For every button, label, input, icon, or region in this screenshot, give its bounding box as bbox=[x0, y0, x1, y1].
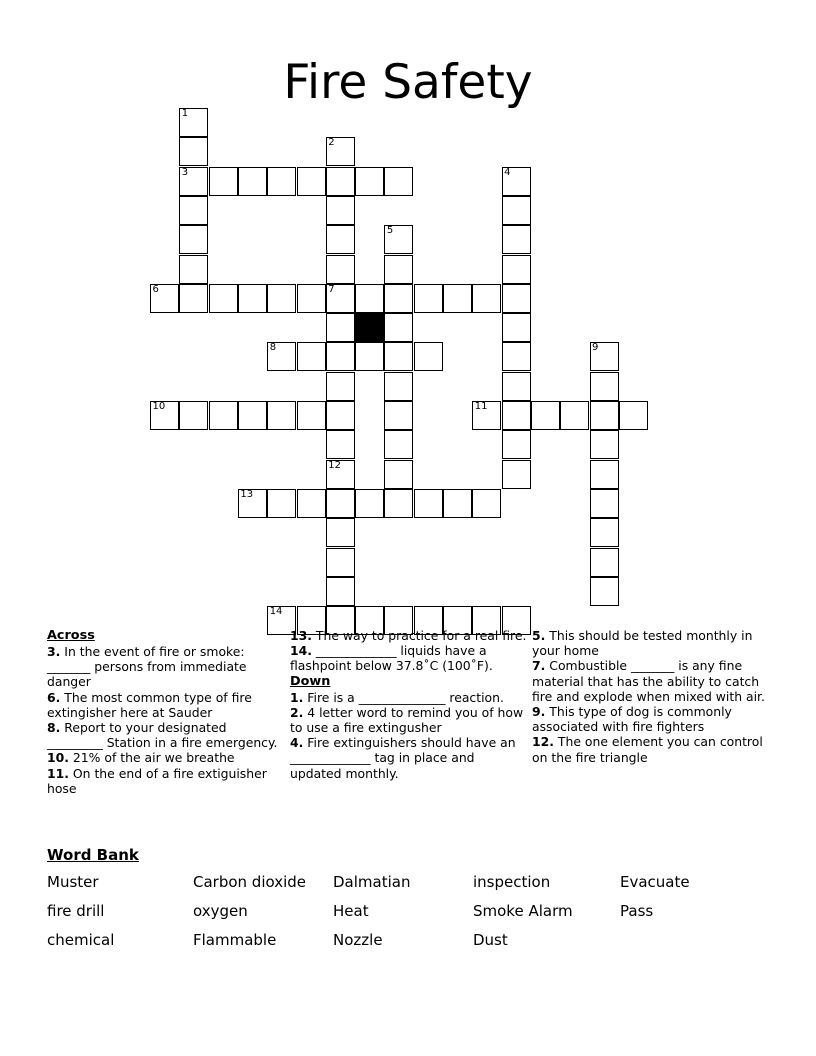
clue-text: This type of dog is commonly associated with fire fighters bbox=[532, 704, 732, 735]
grid-cell[interactable] bbox=[502, 284, 531, 313]
grid-cell[interactable] bbox=[414, 342, 443, 371]
grid-cell[interactable] bbox=[590, 460, 619, 489]
grid-cell[interactable] bbox=[590, 489, 619, 518]
clue-down-12 bbox=[532, 734, 769, 764]
clue-across-6 bbox=[47, 690, 279, 720]
clue-number: 14. bbox=[290, 643, 312, 659]
grid-cell[interactable] bbox=[267, 342, 296, 371]
clue-number: 5. bbox=[532, 628, 546, 643]
grid-cell[interactable] bbox=[326, 255, 355, 284]
grid-cell[interactable] bbox=[355, 489, 384, 518]
clue-down-2 bbox=[290, 705, 528, 735]
word-bank-section bbox=[47, 845, 769, 959]
grid-cell[interactable] bbox=[326, 225, 355, 254]
grid-cell[interactable] bbox=[326, 577, 355, 606]
grid-cell[interactable] bbox=[326, 284, 355, 313]
word-bank-word[interactable]: Flammable bbox=[193, 931, 277, 949]
clue-number: 8. bbox=[47, 720, 61, 736]
clue-text: On the end of a fire extiguisher hose bbox=[47, 765, 267, 796]
clue-text: The one element you can control on the fire triangle bbox=[532, 734, 763, 765]
grid-cell[interactable] bbox=[384, 342, 413, 371]
grid-cell[interactable] bbox=[238, 489, 267, 518]
clue-text: This should be tested monthly in your home bbox=[532, 628, 753, 659]
word-bank-word[interactable]: Heat bbox=[333, 902, 369, 920]
grid-cell[interactable] bbox=[502, 372, 531, 401]
grid-cell[interactable] bbox=[238, 167, 267, 196]
grid-cell[interactable] bbox=[443, 284, 472, 313]
word-bank-word[interactable]: fire drill bbox=[47, 902, 105, 920]
grid-cell[interactable] bbox=[355, 167, 384, 196]
clue-text: Report to your designated _________ Station in a fire emergency. bbox=[47, 720, 278, 751]
clue-text: The way to practice for a real fire. bbox=[315, 628, 527, 643]
grid-cell-number: 3 bbox=[181, 166, 189, 178]
clue-number: 11. bbox=[47, 765, 69, 781]
clues-column-1 bbox=[47, 628, 279, 796]
grid-cell[interactable] bbox=[472, 284, 501, 313]
clue-text: _____________ liquids have a flashpoint below 37.8˚C (100˚F). bbox=[290, 643, 493, 674]
grid-cell[interactable] bbox=[326, 137, 355, 166]
grid-cell[interactable] bbox=[209, 167, 238, 196]
grid-cell[interactable] bbox=[297, 342, 326, 371]
grid-cell[interactable] bbox=[590, 401, 619, 430]
clue-text: 4 letter word to remind you of how to use a fire extingusher bbox=[290, 704, 524, 736]
grid-cell[interactable] bbox=[590, 430, 619, 459]
grid-cell[interactable] bbox=[384, 225, 413, 254]
grid-cell-number: 6 bbox=[152, 283, 159, 295]
down-heading: Down bbox=[290, 673, 331, 689]
grid-cell[interactable] bbox=[414, 284, 443, 313]
clue-number: 7. bbox=[532, 658, 546, 674]
word-bank-word[interactable]: Pass bbox=[620, 902, 654, 920]
grid-cell[interactable] bbox=[326, 548, 355, 577]
grid-cell[interactable] bbox=[619, 401, 648, 430]
clue-across-8 bbox=[47, 720, 279, 750]
grid-cell-number: 5 bbox=[386, 225, 394, 237]
grid-cell[interactable] bbox=[179, 401, 208, 430]
grid-cell[interactable] bbox=[326, 460, 355, 489]
grid-cell[interactable] bbox=[502, 430, 531, 459]
grid-cell[interactable] bbox=[384, 284, 413, 313]
word-bank-word[interactable]: Dalmatian bbox=[333, 873, 411, 891]
page-title: Fire Safety bbox=[283, 55, 533, 111]
grid-cell[interactable] bbox=[326, 196, 355, 225]
grid-cell-number: 9 bbox=[592, 342, 599, 354]
word-bank-row bbox=[47, 901, 769, 930]
word-bank-row bbox=[47, 930, 769, 959]
clues-column-2 bbox=[290, 628, 528, 781]
grid-cell[interactable] bbox=[209, 401, 238, 430]
grid-cell[interactable] bbox=[326, 313, 355, 342]
grid-cell[interactable] bbox=[590, 518, 619, 547]
grid-cell[interactable] bbox=[267, 284, 296, 313]
grid-cell[interactable] bbox=[384, 401, 413, 430]
grid-cell[interactable] bbox=[414, 489, 443, 518]
grid-cell[interactable] bbox=[502, 401, 531, 430]
word-bank-word[interactable]: Evacuate bbox=[620, 873, 690, 891]
word-bank-word[interactable]: Muster bbox=[47, 873, 99, 891]
grid-cell[interactable] bbox=[502, 225, 531, 254]
grid-cell[interactable] bbox=[238, 401, 267, 430]
clue-text: Combustible _______ is any fine material that has the ability to catch fire and explode when mixed with air. bbox=[532, 658, 765, 704]
grid-cell[interactable] bbox=[326, 518, 355, 547]
clue-number: 12. bbox=[532, 734, 554, 750]
word-bank-word[interactable]: Nozzle bbox=[333, 931, 383, 949]
word-bank-rows bbox=[47, 872, 769, 959]
grid-cell[interactable] bbox=[326, 342, 355, 371]
grid-block-cell bbox=[355, 313, 384, 342]
grid-cell-number: 11 bbox=[474, 401, 488, 412]
grid-cell[interactable] bbox=[590, 548, 619, 577]
grid-cell[interactable] bbox=[267, 401, 296, 430]
grid-cell[interactable] bbox=[472, 401, 501, 430]
grid-cell[interactable] bbox=[355, 284, 384, 313]
grid-cell[interactable] bbox=[355, 342, 384, 371]
word-bank-word[interactable]: oxygen bbox=[193, 902, 248, 920]
clue-down-1 bbox=[290, 690, 528, 705]
clue-text: Fire is a ______________ reaction. bbox=[307, 689, 504, 705]
clues-section bbox=[47, 628, 769, 833]
grid-cell[interactable] bbox=[209, 284, 238, 313]
grid-cell[interactable] bbox=[590, 372, 619, 401]
grid-cell-number: 4 bbox=[504, 166, 511, 178]
grid-cell-number: 14 bbox=[269, 606, 283, 618]
grid-cell[interactable] bbox=[326, 167, 355, 196]
grid-cell[interactable] bbox=[502, 460, 531, 489]
grid-cell[interactable] bbox=[502, 313, 531, 342]
grid-cell[interactable] bbox=[384, 255, 413, 284]
clue-down-9 bbox=[532, 704, 769, 734]
grid-cell-number: 13 bbox=[240, 488, 254, 500]
grid-cell[interactable] bbox=[267, 489, 296, 518]
grid-cell[interactable] bbox=[297, 284, 326, 313]
grid-cell-number: 1 bbox=[181, 108, 189, 119]
grid-cell[interactable] bbox=[326, 489, 355, 518]
clue-down-5 bbox=[532, 628, 769, 658]
clue-down-7 bbox=[532, 658, 769, 704]
grid-cell[interactable] bbox=[384, 167, 413, 196]
grid-cell[interactable] bbox=[384, 372, 413, 401]
word-bank-word[interactable]: Carbon dioxide bbox=[193, 873, 307, 891]
grid-cell-number: 2 bbox=[328, 137, 335, 149]
grid-cell[interactable] bbox=[590, 342, 619, 371]
word-bank-word[interactable]: Smoke Alarm bbox=[473, 902, 573, 920]
grid-cell[interactable] bbox=[179, 225, 208, 254]
grid-cell[interactable] bbox=[297, 401, 326, 430]
grid-cell[interactable] bbox=[179, 137, 208, 166]
grid-cell[interactable] bbox=[326, 372, 355, 401]
clue-text: Fire extinguishers should have an _____________ tag in place and updated monthly. bbox=[290, 735, 516, 781]
clue-down-4 bbox=[290, 735, 528, 781]
grid-cell[interactable] bbox=[297, 489, 326, 518]
grid-cell[interactable] bbox=[472, 489, 501, 518]
clue-number: 10. bbox=[47, 750, 69, 766]
grid-cell-number: 7 bbox=[328, 283, 335, 295]
grid-cell[interactable] bbox=[179, 196, 208, 225]
word-bank-heading: Word Bank bbox=[47, 846, 139, 864]
grid-cell[interactable] bbox=[502, 196, 531, 225]
clue-number: 9. bbox=[532, 704, 546, 720]
grid-cell[interactable] bbox=[179, 284, 208, 313]
grid-cell[interactable] bbox=[326, 401, 355, 430]
grid-cell[interactable] bbox=[326, 430, 355, 459]
grid-cell[interactable] bbox=[443, 489, 472, 518]
grid-cell[interactable] bbox=[384, 460, 413, 489]
grid-cell[interactable] bbox=[179, 167, 208, 196]
grid-cell[interactable] bbox=[560, 401, 589, 430]
grid-cell[interactable] bbox=[384, 430, 413, 459]
clue-across-13 bbox=[290, 628, 528, 643]
clue-number: 2. bbox=[290, 704, 304, 720]
clue-across-10 bbox=[47, 750, 279, 765]
word-bank-row bbox=[47, 872, 769, 901]
clues-column-3 bbox=[532, 628, 769, 765]
grid-cell[interactable] bbox=[150, 401, 179, 430]
clue-number: 4. bbox=[290, 735, 304, 751]
clue-text: The most common type of fire extingisher here at Sauder bbox=[47, 689, 252, 720]
grid-cell[interactable] bbox=[502, 167, 531, 196]
clue-number: 6. bbox=[47, 689, 61, 705]
grid-cell-number: 10 bbox=[152, 401, 166, 412]
clue-across-3 bbox=[47, 644, 279, 690]
clue-across-11 bbox=[47, 766, 279, 796]
clue-across-14 bbox=[290, 643, 528, 673]
grid-cell[interactable] bbox=[179, 108, 208, 137]
grid-cell-number: 8 bbox=[269, 342, 277, 354]
grid-cell[interactable] bbox=[267, 167, 296, 196]
grid-cell[interactable] bbox=[297, 167, 326, 196]
clue-text: 21% of the air we breathe bbox=[72, 750, 235, 766]
across-heading: Across bbox=[47, 628, 95, 643]
clue-text: In the event of fire or smoke: _______ persons from immediate danger bbox=[47, 644, 247, 690]
grid-cell[interactable] bbox=[531, 401, 560, 430]
clue-number: 13. bbox=[290, 628, 312, 643]
grid-cell[interactable] bbox=[502, 342, 531, 371]
grid-cell[interactable] bbox=[179, 255, 208, 284]
grid-cell[interactable] bbox=[384, 313, 413, 342]
clue-number: 3. bbox=[47, 644, 61, 659]
grid-cell[interactable] bbox=[238, 284, 267, 313]
clue-number: 1. bbox=[290, 689, 304, 705]
word-bank-word[interactable]: inspection bbox=[473, 873, 551, 891]
word-bank-word[interactable]: Dust bbox=[473, 931, 508, 949]
grid-cell[interactable] bbox=[502, 255, 531, 284]
word-bank-word[interactable]: chemical bbox=[47, 931, 115, 949]
grid-cell[interactable] bbox=[150, 284, 179, 313]
grid-cell[interactable] bbox=[590, 577, 619, 606]
grid-cell[interactable] bbox=[384, 489, 413, 518]
grid-cell-number: 12 bbox=[328, 459, 342, 471]
